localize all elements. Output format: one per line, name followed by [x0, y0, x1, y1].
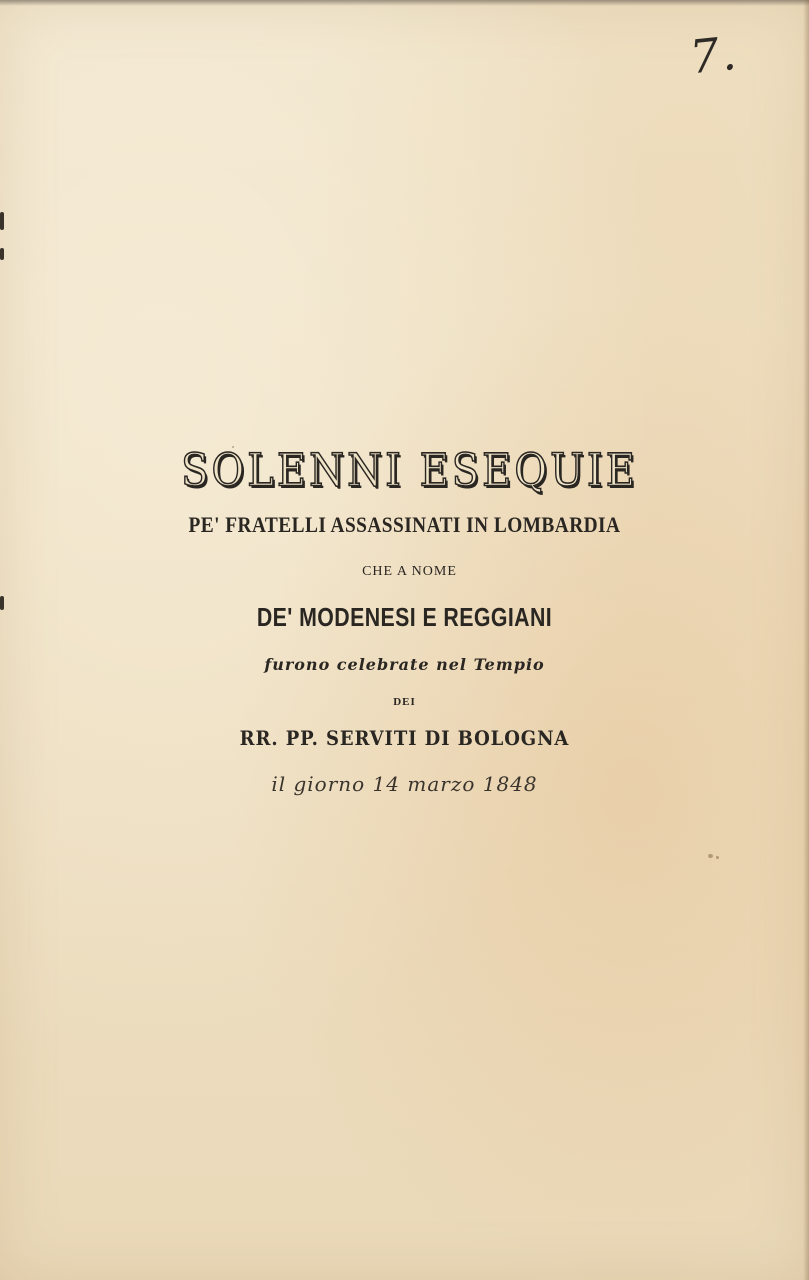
- main-title: SOLENNI ESEQUIE: [181, 445, 638, 497]
- binding-mark: [0, 248, 4, 260]
- page-top-edge: [0, 0, 809, 6]
- paper-speck: [232, 446, 234, 448]
- handwritten-date: il giorno 14 marzo 1848: [271, 772, 538, 796]
- title-block: [0, 445, 809, 796]
- paper-speck: [708, 854, 713, 858]
- paper-speck: [716, 856, 719, 859]
- handwritten-page-number: 7.: [687, 25, 741, 85]
- subtitle-line-3: DE' MODENESI E REGGIANI: [256, 602, 553, 632]
- binding-mark: [0, 212, 4, 230]
- subtitle-line-4: furono celebrate nel Tempio: [264, 655, 545, 674]
- subtitle-line-1: PE' FRATELLI ASSASSINATI IN LOMBARDIA: [188, 512, 621, 537]
- subtitle-line-6: RR. PP. SERVITI DI BOLOGNA: [239, 726, 570, 750]
- subtitle-line-2: CHE A NOME: [362, 564, 457, 579]
- subtitle-line-5: DEI: [393, 696, 416, 708]
